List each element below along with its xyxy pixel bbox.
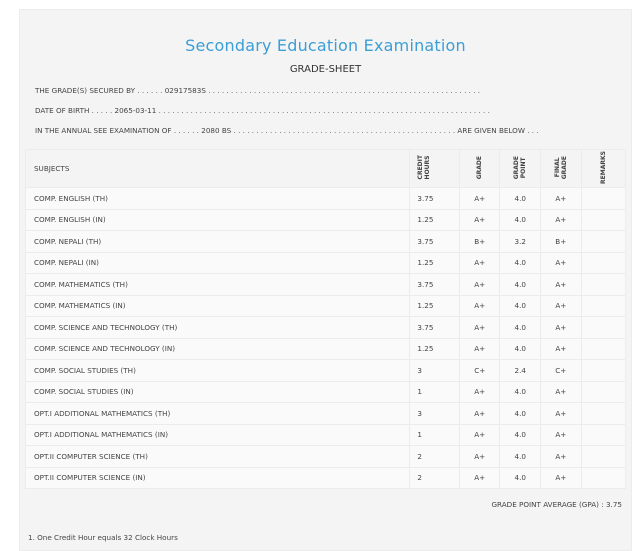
cell-final-grade: A+ <box>541 188 582 210</box>
cell-remarks <box>581 209 625 231</box>
cell-subject: COMP. MATHEMATICS (TH) <box>26 274 410 296</box>
grade-sheet-subtitle: GRADE-SHEET <box>289 64 362 75</box>
cell-grade-point: 4.0 <box>500 252 541 274</box>
cell-final-grade: A+ <box>541 274 582 296</box>
cell-credit-hours: 3.75 <box>410 231 460 253</box>
grades-table-header <box>26 150 626 188</box>
cell-grade: A+ <box>459 403 500 425</box>
cell-grade-point: 4.0 <box>500 424 541 446</box>
cell-grade: A+ <box>459 381 500 403</box>
header-grade: GRADE <box>459 150 500 188</box>
cell-remarks <box>581 231 625 253</box>
cell-credit-hours: 3 <box>410 360 460 382</box>
cell-credit-hours: 3.75 <box>410 188 460 210</box>
table-row <box>26 360 626 382</box>
cell-remarks <box>581 252 625 274</box>
dob-value: 2065-03-11 <box>114 106 157 115</box>
cell-subject: OPT.II COMPUTER SCIENCE (TH) <box>26 446 410 468</box>
cell-credit-hours: 1.25 <box>410 209 460 231</box>
dob-label: DATE OF BIRTH <box>35 106 90 115</box>
grades-table-body <box>26 188 626 489</box>
given-below-label: ARE GIVEN BELOW <box>457 126 525 135</box>
table-row <box>26 467 626 489</box>
cell-grade-point: 4.0 <box>500 295 541 317</box>
table-row <box>26 338 626 360</box>
cell-final-grade: A+ <box>541 446 582 468</box>
cell-subject: COMP. SOCIAL STUDIES (IN) <box>26 381 410 403</box>
cell-grade: A+ <box>459 209 500 231</box>
cell-grade: A+ <box>459 295 500 317</box>
cell-subject: OPT.II COMPUTER SCIENCE (IN) <box>26 467 410 489</box>
cell-final-grade: A+ <box>541 381 582 403</box>
cell-final-grade: A+ <box>541 317 582 339</box>
cell-final-grade: C+ <box>541 360 582 382</box>
cell-subject: COMP. ENGLISH (TH) <box>26 188 410 210</box>
table-row <box>26 274 626 296</box>
header-credit-hours: CREDIT HOURS <box>410 150 460 188</box>
cell-final-grade: A+ <box>541 338 582 360</box>
cell-grade: C+ <box>459 360 500 382</box>
cell-grade-point: 4.0 <box>500 274 541 296</box>
cell-credit-hours: 2 <box>410 467 460 489</box>
cell-credit-hours: 1.25 <box>410 295 460 317</box>
cell-grade-point: 4.0 <box>500 467 541 489</box>
header-subjects: SUBJECTS <box>26 150 410 188</box>
cell-remarks <box>581 403 625 425</box>
cell-credit-hours: 1.25 <box>410 252 460 274</box>
cell-grade: A+ <box>459 188 500 210</box>
cell-grade: A+ <box>459 338 500 360</box>
cell-final-grade: A+ <box>541 467 582 489</box>
cell-final-grade: A+ <box>541 209 582 231</box>
table-row <box>26 446 626 468</box>
cell-subject: OPT.I ADDITIONAL MATHEMATICS (TH) <box>26 403 410 425</box>
cell-credit-hours: 3 <box>410 403 460 425</box>
grades-table <box>25 149 626 489</box>
cell-credit-hours: 2 <box>410 446 460 468</box>
table-row <box>26 403 626 425</box>
cell-subject: COMP. SOCIAL STUDIES (TH) <box>26 360 410 382</box>
grades-secured-line: THE GRADE(S) SECURED BY . . . . . . 02917583S . . . . . . . . . . . . . . . . . . . . . . . . . . . . . . . . . . . . . . . . . . . . . . . . . . . . . . . . . . . . <box>35 86 481 95</box>
table-row <box>26 295 626 317</box>
cell-subject: COMP. ENGLISH (IN) <box>26 209 410 231</box>
dob-line: DATE OF BIRTH . . . . . 2065-03-11 . . . . . . . . . . . . . . . . . . . . . . . . . . . . . . . . . . . . . . . . . . . . . . . . . . . . . . . . . . . . . . . . . . . . . . . . . <box>35 106 490 115</box>
cell-grade: A+ <box>459 317 500 339</box>
cell-remarks <box>581 424 625 446</box>
gpa-line <box>491 500 622 509</box>
cell-grade-point: 4.0 <box>500 381 541 403</box>
cell-grade: A+ <box>459 424 500 446</box>
cell-grade: A+ <box>459 274 500 296</box>
table-row <box>26 424 626 446</box>
cell-grade: A+ <box>459 467 500 489</box>
gpa-value: 3.75 <box>605 500 622 509</box>
cell-grade-point: 4.0 <box>500 317 541 339</box>
cell-subject: COMP. NEPALI (IN) <box>26 252 410 274</box>
cell-credit-hours: 1.25 <box>410 338 460 360</box>
cell-final-grade: B+ <box>541 231 582 253</box>
cell-remarks <box>581 188 625 210</box>
cell-final-grade: A+ <box>541 403 582 425</box>
table-row <box>26 317 626 339</box>
cell-remarks <box>581 360 625 382</box>
cell-subject: COMP. SCIENCE AND TECHNOLOGY (TH) <box>26 317 410 339</box>
cell-subject: COMP. NEPALI (TH) <box>26 231 410 253</box>
cell-subject: OPT.I ADDITIONAL MATHEMATICS (IN) <box>26 424 410 446</box>
cell-grade-point: 4.0 <box>500 338 541 360</box>
cell-grade-point: 4.0 <box>500 209 541 231</box>
grade-sheet-panel <box>19 9 632 551</box>
cell-remarks <box>581 467 625 489</box>
cell-grade-point: 4.0 <box>500 188 541 210</box>
table-row <box>26 381 626 403</box>
footnote: 1. One Credit Hour equals 32 Clock Hours <box>28 533 178 542</box>
cell-remarks <box>581 381 625 403</box>
cell-grade-point: 3.2 <box>500 231 541 253</box>
cell-remarks <box>581 338 625 360</box>
header-final-grade: FINAL GRADE <box>541 150 582 188</box>
cell-final-grade: A+ <box>541 295 582 317</box>
exam-year: 2080 BS <box>201 126 232 135</box>
cell-remarks <box>581 274 625 296</box>
symbol-number: 02917583S <box>164 86 206 95</box>
cell-credit-hours: 1 <box>410 381 460 403</box>
cell-subject: COMP. SCIENCE AND TECHNOLOGY (IN) <box>26 338 410 360</box>
exam-label: IN THE ANNUAL SEE EXAMINATION OF <box>35 126 172 135</box>
cell-remarks <box>581 295 625 317</box>
table-row <box>26 188 626 210</box>
table-row <box>26 209 626 231</box>
cell-grade-point: 4.0 <box>500 446 541 468</box>
cell-credit-hours: 3.75 <box>410 317 460 339</box>
cell-remarks <box>581 446 625 468</box>
cell-credit-hours: 3.75 <box>410 274 460 296</box>
cell-grade: A+ <box>459 446 500 468</box>
header-remarks: REMARKS <box>581 150 625 188</box>
exam-line: IN THE ANNUAL SEE EXAMINATION OF . . . . . . 2080 BS . . . . . . . . . . . . . . . . . . . . . . . . . . . . . . . . . . . . . . . . . . . . . . . . . ARE GIVEN BELOW . . . <box>35 126 539 135</box>
grades-secured-label: THE GRADE(S) SECURED BY <box>35 86 136 95</box>
cell-remarks <box>581 317 625 339</box>
cell-grade-point: 4.0 <box>500 403 541 425</box>
table-row <box>26 252 626 274</box>
exam-title: Secondary Education Examination <box>185 36 466 55</box>
cell-credit-hours: 1 <box>410 424 460 446</box>
header-grade-point: GRADE POINT <box>500 150 541 188</box>
cell-grade: A+ <box>459 252 500 274</box>
cell-grade: B+ <box>459 231 500 253</box>
cell-final-grade: A+ <box>541 424 582 446</box>
cell-subject: COMP. MATHEMATICS (IN) <box>26 295 410 317</box>
table-row <box>26 231 626 253</box>
gpa-label: GRADE POINT AVERAGE (GPA) : <box>491 500 604 509</box>
cell-final-grade: A+ <box>541 252 582 274</box>
cell-grade-point: 2.4 <box>500 360 541 382</box>
